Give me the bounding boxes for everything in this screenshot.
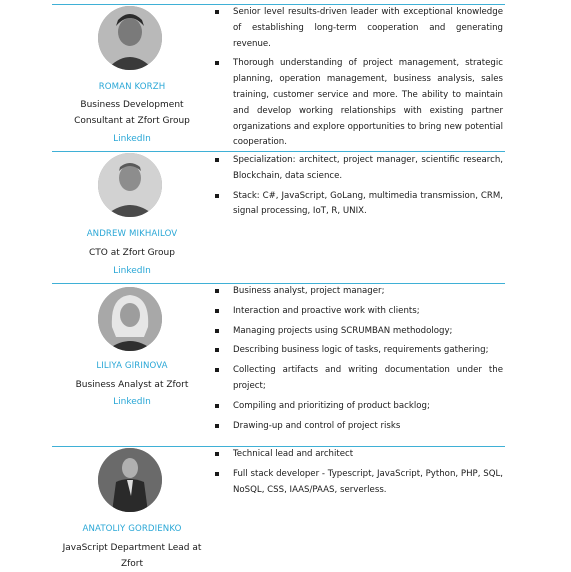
person-card-roman-korzh [52, 4, 505, 151]
avatar [98, 448, 162, 512]
person-role: Business Analyst at Zfort [75, 380, 189, 390]
bullet-list [215, 153, 503, 224]
list-item: Specialization: architect, project manager, scientific research, Blockchain, data science. [215, 153, 503, 185]
bullet-list [215, 284, 503, 438]
list-item: Thorough understanding of project management, strategic planning, operation management, business analysis, sales training, customer service and more. The ability to maintain and develop working relationships with existing partner organizations and explore opportunities to bring new potential cooperation. [215, 56, 503, 151]
avatar [98, 287, 162, 351]
person-role: JavaScript Department Lead at [62, 543, 202, 553]
person-role: Business Development [80, 100, 184, 110]
person-role: CTO at Zfort Group [89, 248, 175, 258]
list-item: Drawing-up and control of project risks [215, 419, 503, 435]
avatar [98, 6, 162, 70]
person-photo-icon [98, 153, 162, 217]
list-item: Business analyst, project manager; [215, 284, 503, 300]
avatar [98, 153, 162, 217]
list-item: Interaction and proactive work with clients; [215, 304, 503, 320]
linkedin-link[interactable]: LinkedIn [113, 266, 151, 276]
list-item: Senior level results-driven leader with exceptional knowledge of establishing long-term cooperation and generating revenue. [215, 5, 503, 52]
list-item: Full stack developer - Typescript, JavaScript, Python, PHP, SQL, NoSQL, CSS, IAAS/PAAS, serverless. [215, 467, 503, 499]
bullet-list [215, 447, 503, 502]
person-card-liliya-girinova [52, 283, 505, 446]
list-item: Technical lead and architect [215, 447, 503, 463]
person-card-andrew-mikhailov [52, 151, 505, 283]
person-name: ROMAN KORZH [98, 82, 166, 92]
person-photo-icon [98, 448, 162, 512]
person-name: ANATOLIY GORDIENKO [82, 524, 182, 534]
person-name: LILIYA GIRINOVA [96, 361, 168, 371]
linkedin-link[interactable]: LinkedIn [113, 134, 151, 144]
bullet-list [215, 5, 503, 155]
person-role: Consultant at Zfort Group [74, 116, 190, 126]
person-card-anatoliy-gordienko [52, 446, 505, 571]
list-item: Compiling and prioritizing of product backlog; [215, 399, 503, 415]
person-name: ANDREW MIKHAILOV [86, 229, 178, 239]
linkedin-link[interactable]: LinkedIn [113, 397, 151, 407]
list-item: Managing projects using SCRUMBAN methodology; [215, 324, 503, 340]
person-role: Zfort [120, 559, 144, 569]
person-photo-icon [98, 6, 162, 70]
person-photo-icon [98, 287, 162, 351]
list-item: Describing business logic of tasks, requirements gathering; [215, 343, 503, 359]
list-item: Collecting artifacts and writing documentation under the project; [215, 363, 503, 395]
list-item: Stack: C#, JavaScript, GoLang, multimedia transmission, CRM, signal processing, IoT, R, UNIX. [215, 189, 503, 221]
